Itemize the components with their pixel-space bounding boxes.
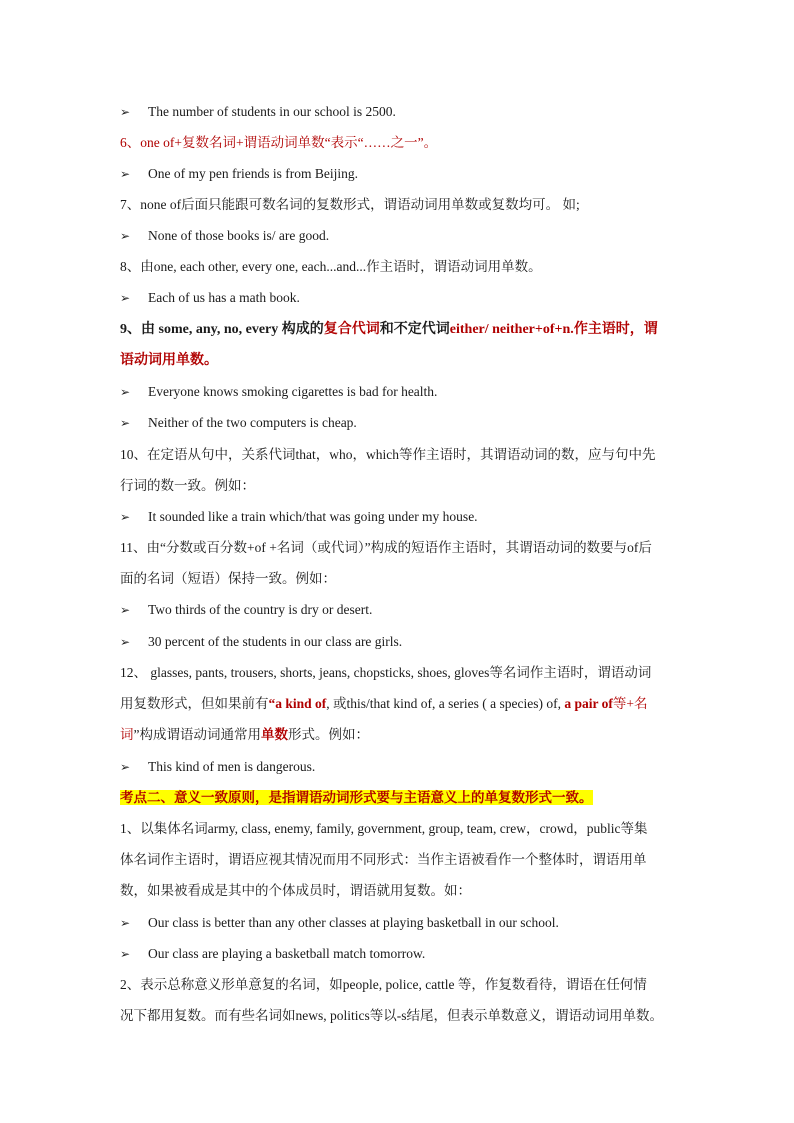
arrow-bullet-icon: ➢ [120,635,131,649]
rule-9-line1: 9、由 some, any, no, every 构成的复合代词和不定代词either/ neither+of+n.作主语时，谓 [120,322,658,337]
rule-8: 8、由one, each other, every one, each...and...作主语时，谓语动词用单数。 [120,259,542,274]
arrow-bullet-icon: ➢ [120,916,131,930]
example-sentence: ➢ One of my pen friends is from Beijing. [120,164,694,184]
example-sentence: ➢ Our class is better than any other classes at playing basketball in our school. [120,913,694,933]
rule-12-line1: 12、 glasses, pants, trousers, shorts, jeans, chopsticks, shoes, gloves等名词作主语时，谓语动词 [120,665,652,680]
example-sentence: ➢ Neither of the two computers is cheap. [120,413,694,433]
rule-6: 6、one of+复数名词+谓语动词单数“表示“……之一”。 [120,135,438,150]
example-sentence: ➢ It sounded like a train which/that was going under my house. [120,507,694,527]
section2-rule-2-line2: 况下都用复数。而有些名词如news, politics等以-s结尾，但表示单数意义，谓语动词用单数。 [120,1008,663,1023]
section-heading-2: 考点二、意义一致原则，是指谓语动词形式要与主语意义上的单复数形式一致。 [120,790,593,805]
rule-12-line2: 用复数形式，但如果前有“a kind of, 或this/that kind of, a series ( a species) of, a pair of等+名 [120,696,648,711]
arrow-bullet-icon: ➢ [120,291,131,305]
example-sentence: ➢ 30 percent of the students in our class are girls. [120,632,694,652]
section2-rule-1-line1: 1、以集体名词army, class, enemy, family, government, group, team, crew，crowd，public等集 [120,821,648,836]
arrow-bullet-icon: ➢ [120,510,131,524]
section2-rule-2-line1: 2、表示总称意义形单意复的名词，如people, police, cattle 等，作复数看待，谓语在任何情 [120,977,647,992]
arrow-bullet-icon: ➢ [120,603,131,617]
rule-10-line2: 行词的数一致。例如： [120,478,255,493]
arrow-bullet-icon: ➢ [120,947,131,961]
example-sentence: ➢ Two thirds of the country is dry or desert. [120,600,694,620]
example-sentence: ➢ Each of us has a math book. [120,288,694,308]
example-sentence: ➢ The number of students in our school is 2500. [120,102,694,122]
section2-rule-1-line3: 数，如果被看成是其中的个体成员时，谓语就用复数。如： [120,883,471,898]
example-sentence: ➢ Everyone knows smoking cigarettes is bad for health. [120,382,694,402]
section2-rule-1-line2: 体名词作主语时，谓语应视其情况而用不同形式：当作主语被看作一个整体时，谓语用单 [120,852,647,867]
example-sentence: ➢ Our class are playing a basketball match tomorrow. [120,944,694,964]
arrow-bullet-icon: ➢ [120,105,131,119]
rule-11-line2: 面的名词（短语）保持一致。例如： [120,571,336,586]
arrow-bullet-icon: ➢ [120,760,131,774]
example-sentence: ➢ None of those books is/ are good. [120,226,694,246]
rule-7: 7、none of后面只能跟可数名词的复数形式，谓语动词用单数或复数均可。 如; [120,197,580,212]
rule-9-line2: 语动词用单数。 [120,353,218,368]
rule-12-line3: 词”构成谓语动词通常用单数形式。例如： [120,727,369,742]
rule-11-line1: 11、由“分数或百分数+of +名词（或代词）”构成的短语作主语时，其谓语动词的数要与of后 [120,540,652,555]
arrow-bullet-icon: ➢ [120,167,131,181]
arrow-bullet-icon: ➢ [120,416,131,430]
arrow-bullet-icon: ➢ [120,385,131,399]
rule-10-line1: 10、在定语从句中，关系代词that，who，which等作主语时，其谓语动词的数，应与句中先 [120,447,656,462]
example-sentence: ➢ This kind of men is dangerous. [120,757,694,777]
arrow-bullet-icon: ➢ [120,229,131,243]
